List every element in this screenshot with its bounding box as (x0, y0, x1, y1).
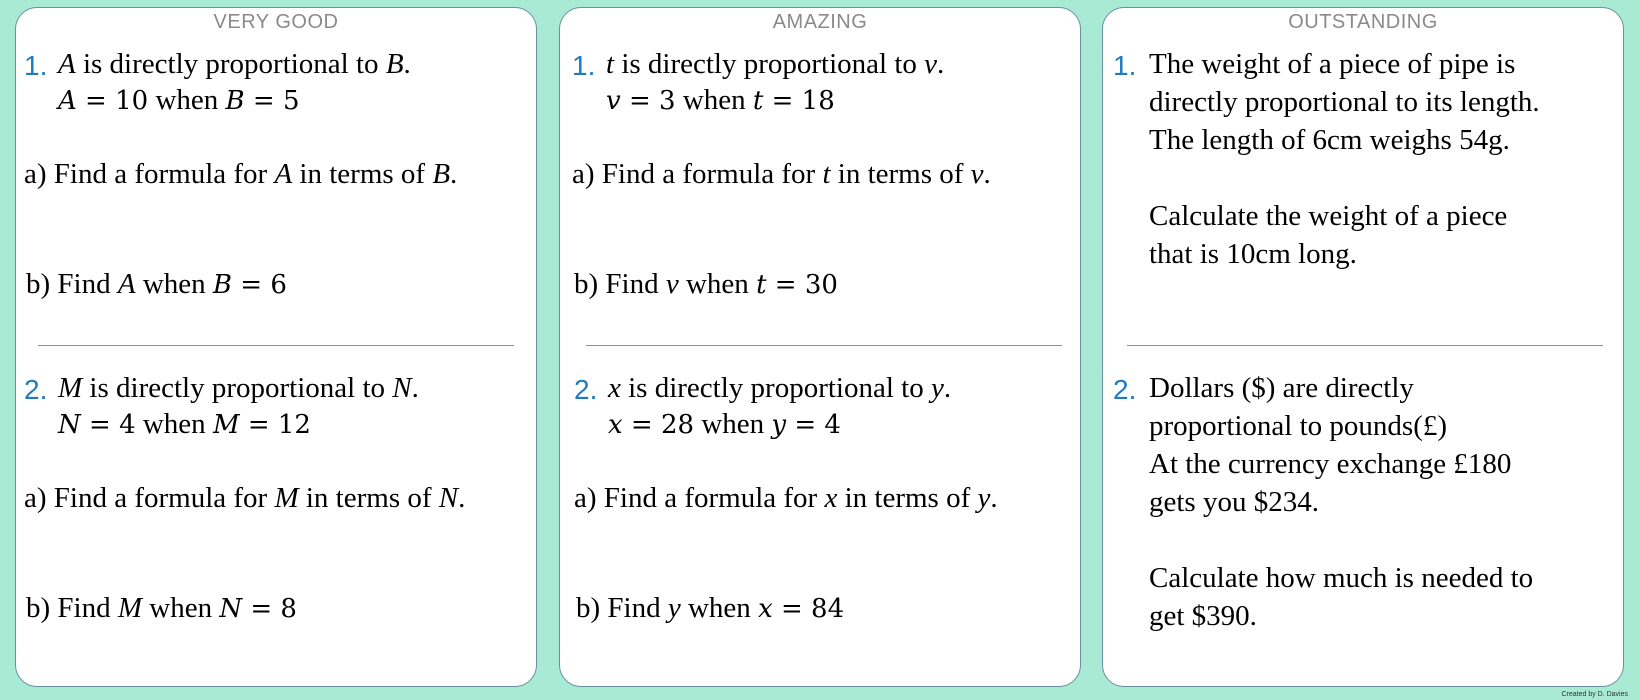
question-statement: A is directly proportional to B. (58, 48, 411, 80)
word-problem-line: Dollars ($) are directly (1149, 372, 1414, 404)
card-outstanding (1102, 7, 1624, 687)
given-condition: A = 10 when B = 5 (58, 84, 300, 116)
word-problem-line: get $390. (1149, 600, 1257, 632)
part-b: b) Find v when t = 30 (574, 268, 838, 300)
question-statement: t is directly proportional to v. (606, 48, 945, 80)
divider (586, 345, 1062, 346)
divider (38, 345, 514, 346)
word-problem-line: The weight of a piece of pipe is (1149, 48, 1516, 80)
question-statement: x is directly proportional to y. (608, 372, 952, 404)
word-problem-line: that is 10cm long. (1149, 238, 1357, 270)
question-number: 1. (24, 50, 48, 81)
part-b: b) Find A when B = 6 (26, 268, 287, 300)
question-number: 1. (572, 50, 596, 81)
card-title: VERY GOOD (213, 11, 339, 33)
given-condition: x = 28 when y = 4 (608, 408, 841, 440)
question-number: 1. (1113, 50, 1137, 81)
word-problem-line: At the currency exchange £180 (1149, 448, 1512, 480)
question-number: 2. (1113, 374, 1137, 405)
card-title: OUTSTANDING (1288, 11, 1438, 33)
part-a: a) Find a formula for t in terms of v. (572, 158, 991, 190)
given-condition: N = 4 when M = 12 (58, 408, 311, 440)
word-problem-line: gets you $234. (1149, 486, 1319, 518)
question-number: 2. (574, 374, 598, 405)
part-a: a) Find a formula for x in terms of y. (574, 482, 998, 514)
part-a: a) Find a formula for M in terms of N. (24, 482, 466, 514)
given-condition: v = 3 when t = 18 (606, 84, 835, 116)
word-problem-line: Calculate how much is needed to (1149, 562, 1534, 594)
question-number: 2. (24, 374, 48, 405)
part-b: b) Find M when N = 8 (26, 592, 297, 624)
divider (1127, 345, 1603, 346)
card-amazing (559, 7, 1081, 687)
word-problem-line: directly proportional to its length. (1149, 86, 1540, 118)
word-problem-line: The length of 6cm weighs 54g. (1149, 124, 1510, 156)
question-statement: M is directly proportional to N. (58, 372, 419, 404)
card-very-good (15, 7, 537, 687)
part-b: b) Find y when x = 84 (576, 592, 845, 624)
word-problem-line: proportional to pounds(£) (1149, 410, 1448, 442)
part-a: a) Find a formula for A in terms of B. (24, 158, 458, 190)
card-title: AMAZING (772, 11, 868, 33)
word-problem-line: Calculate the weight of a piece (1149, 200, 1508, 232)
author-credit: Created by D. Davies (1561, 691, 1628, 698)
